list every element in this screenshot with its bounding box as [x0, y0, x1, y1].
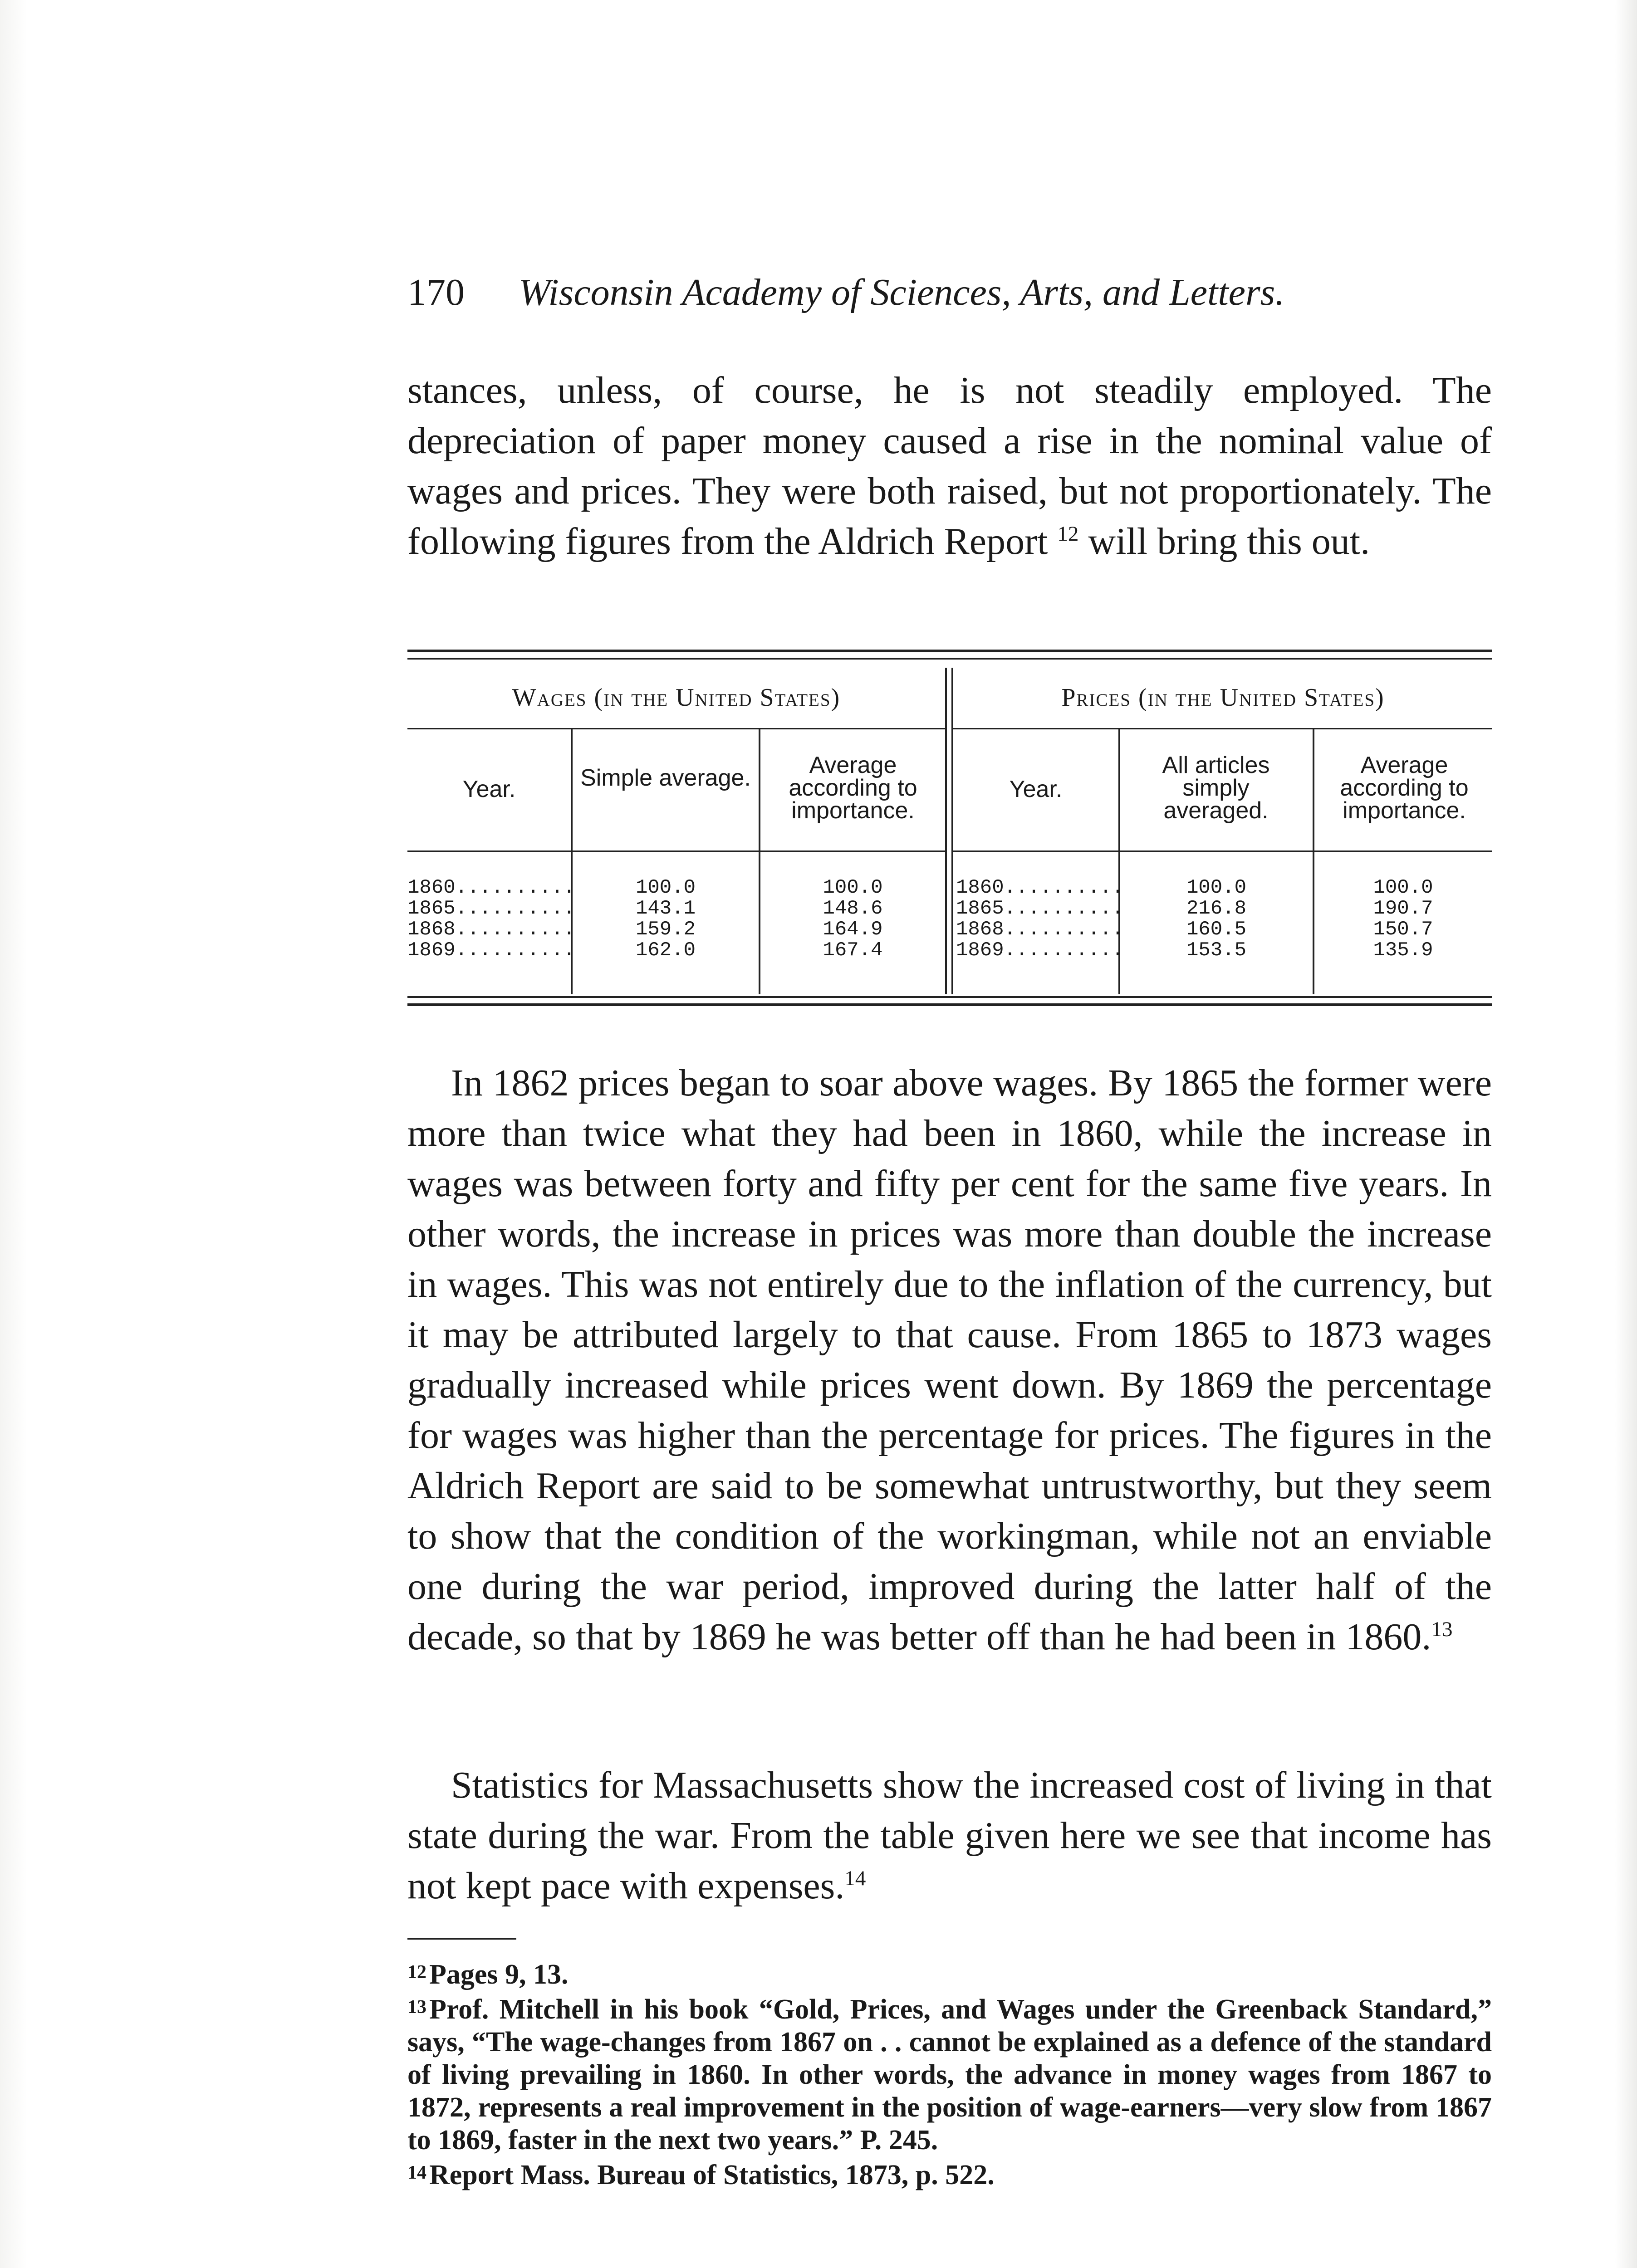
prices-row-year: 1865.......... — [956, 897, 1124, 920]
wages-row-weighted: 100.0 — [823, 876, 883, 899]
footnote-mark: 14 — [407, 2162, 426, 2183]
wages-row-year: 1860.......... — [407, 876, 575, 899]
prices-row-year: 1868.......... — [956, 918, 1124, 941]
prices-row-all: 216.8 — [1186, 897, 1247, 920]
footnote-ref-12: 12 — [1057, 522, 1079, 546]
footnote-12 — [407, 1956, 1492, 1991]
prices-row-all: 100.0 — [1186, 876, 1247, 899]
paragraph-massachusetts — [407, 1760, 1492, 1911]
footnote-ref-14: 14 — [844, 1867, 866, 1890]
prices-row-weighted: 135.9 — [1373, 939, 1433, 962]
footnote-ref-13: 13 — [1431, 1618, 1453, 1641]
table-top-rule-2 — [407, 658, 1492, 660]
footnote-mark: 13 — [407, 1997, 426, 2018]
wages-row-year: 1869.......... — [407, 939, 575, 962]
intro-tail: will bring this out. — [1078, 520, 1370, 562]
center-divider-left — [945, 668, 947, 994]
footnote-text: Pages 9, 13. — [429, 1959, 569, 1990]
footnote-mark: 12 — [407, 1962, 426, 1983]
prices-col-year: Year. — [1009, 776, 1063, 802]
wages-section-title: Wages (in the United States) — [512, 684, 841, 712]
paragraph-2-text: In 1862 prices began to soar above wages. By 1865 the former were more than twice what they had been in 1860, while the increase in wages was between forty and fifty per cent for the same five years. In other words, the increase in prices was more than double the increase in wages. This was not entirely due to the inflation of the currency, but it may be attributed largely to that cause. From 1865 to 1873 wages gradually increased while prices went down. By 1869 the percentage for wages was higher than the percentage for prices. The figures in the Aldrich Report are said to be somewhat untrustworthy, but they seem to show that the condition of the workingman, while not an enviable one during the war period, improved during the latter half of the decade, so that by 1869 he was better off than he had been in 1860. — [407, 1062, 1492, 1658]
wages-row-weighted: 164.9 — [823, 918, 883, 941]
prices-row-year: 1869.......... — [956, 939, 1124, 962]
wages-col-weighted: Average according to importance. — [789, 752, 917, 824]
prices-row-all: 160.5 — [1186, 918, 1247, 941]
wages-col-year: Year. — [462, 776, 516, 802]
center-divider-right — [951, 668, 953, 994]
footnote-13 — [407, 1991, 1492, 2156]
prices-row-weighted: 150.7 — [1373, 918, 1433, 941]
prices-row-weighted: 190.7 — [1373, 897, 1433, 920]
wages-header-rule — [407, 850, 945, 852]
wages-row-simple: 143.1 — [635, 897, 696, 920]
footnotes — [407, 1956, 1492, 2191]
prices-header-rule — [953, 850, 1492, 852]
prices-row-year: 1860.......... — [956, 876, 1124, 899]
prices-row-all: 153.5 — [1186, 939, 1247, 962]
intro-paragraph — [407, 365, 1492, 567]
prices-title-rule — [953, 728, 1492, 729]
running-head — [407, 268, 1492, 318]
intro-text: stances, unless, of course, he is not steadily employed. The depreciation of paper money caused a rise in the nominal value of wages and prices. They were both raised, but not proportionately. The following figures from the Aldrich Report — [407, 369, 1492, 562]
wages-row-year: 1865.......... — [407, 897, 575, 920]
prices-row-weighted: 100.0 — [1373, 876, 1433, 899]
paragraph-3-text: Statistics for Massachusetts show the increased cost of living in that state during the war. From the table given here we see that income has not kept pace with expenses. — [407, 1764, 1492, 1907]
wages-title-rule — [407, 728, 945, 729]
page-number: 170 — [407, 271, 465, 313]
prices-section-title: Prices (in the United States) — [1061, 684, 1385, 712]
journal-title: Wisconsin Academy of Sciences, Arts, and Letters. — [519, 271, 1285, 313]
wages-row-weighted: 148.6 — [823, 897, 883, 920]
paragraph-prices-wages — [407, 1058, 1492, 1662]
wages-row-weighted: 167.4 — [823, 939, 883, 962]
prices-col-all: All articles simply averaged. — [1162, 752, 1270, 824]
wages-row-simple: 159.2 — [635, 918, 696, 941]
footnote-14 — [407, 2156, 1492, 2191]
table-bottom-rule-2 — [407, 1003, 1492, 1006]
footnote-rule — [407, 1938, 516, 1940]
prices-col-weighted: Average according to importance. — [1340, 752, 1469, 824]
footnote-text: Prof. Mitchell in his book “Gold, Prices, and Wages under the Greenback Standard,” says, “The wage-changes from 1867 on . . cannot be explained as a defence of the standard of living prevailing in 1860. In other words, the advance in money wages from 1867 to 1872, represents a real improvement in the position of wage-earners—very slow from 1867 to 1869, faster in the next two years.” P. 245. — [407, 1994, 1492, 2156]
wages-col-simple: Simple average. — [580, 765, 751, 791]
wages-row-simple: 162.0 — [635, 939, 696, 962]
table-bottom-rule-1 — [407, 996, 1492, 998]
wages-row-year: 1868.......... — [407, 918, 575, 941]
wages-row-simple: 100.0 — [635, 876, 696, 899]
table-top-rule-1 — [407, 650, 1492, 652]
footnote-text: Report Mass. Bureau of Statistics, 1873, p. 522. — [429, 2160, 995, 2190]
